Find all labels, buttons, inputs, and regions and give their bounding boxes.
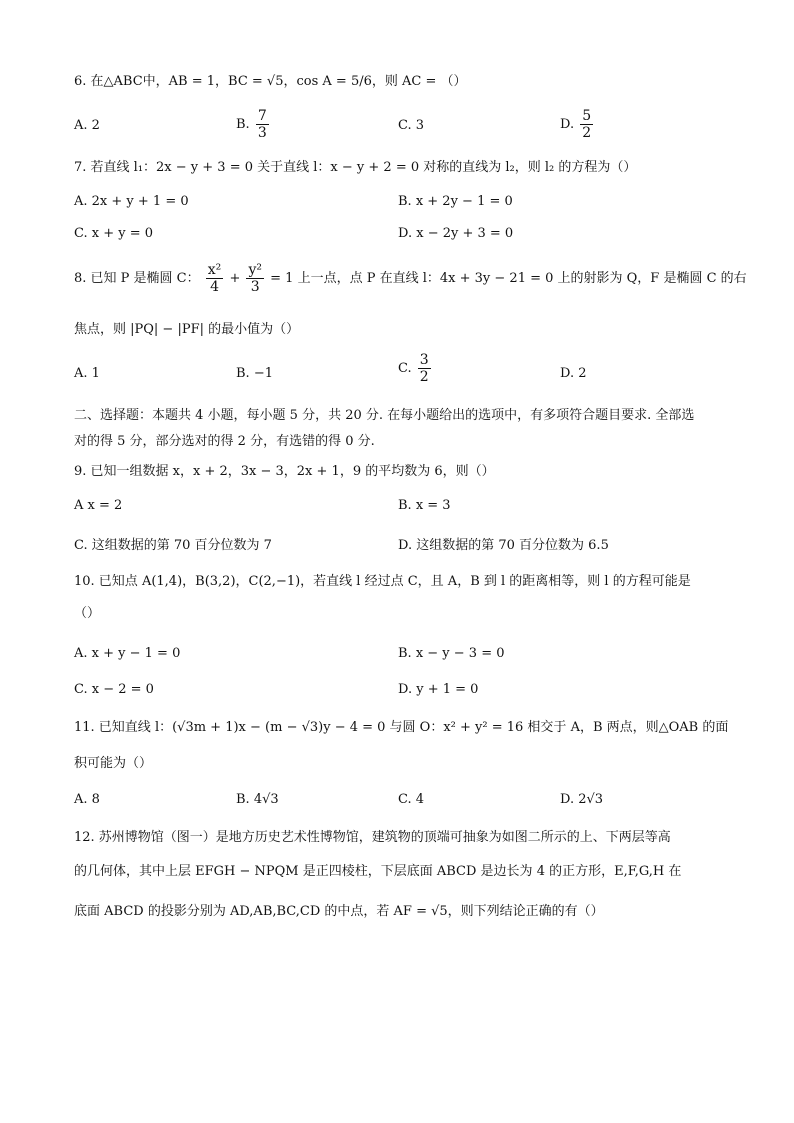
q8-option-a[interactable]: A. 1 xyxy=(74,366,100,381)
q11-option-a[interactable]: A. 8 xyxy=(74,792,100,807)
q11-stem-line1: 11. 已知直线 l：(√3m + 1)x − (m − √3)y − 4 = 0 与圆 O：x² + y² = 16 相交于 A，B 两点，则△OAB 的面 xyxy=(74,720,729,735)
q8-option-c-label: C. xyxy=(398,361,412,377)
q8-option-c-numerator: 3 xyxy=(419,352,429,368)
q6-option-a[interactable]: A. 2 xyxy=(74,118,100,133)
q8-frac2-denominator: 3 xyxy=(250,279,260,296)
q9-option-a[interactable]: A x = 2 xyxy=(74,498,123,513)
q12-stem-line1: 12. 苏州博物馆（图一）是地方历史艺术性博物馆，建筑物的顶端可抽象为如图二所示的上、下两层等高 xyxy=(74,830,671,845)
q6-stem: 6. 在△ABC中，AB = 1，BC = √5，cos A = 5/6，则 AC = （） xyxy=(74,74,467,89)
q9-stem: 9. 已知一组数据 x，x + 2，3x − 3，2x + 1，9 的平均数为 6，则（） xyxy=(74,464,495,479)
q6-option-d[interactable] xyxy=(560,108,595,141)
q6-option-b-fraction xyxy=(256,108,269,141)
q7-option-b[interactable]: B. x + 2y − 1 = 0 xyxy=(398,194,513,209)
q10-option-a[interactable]: A. x + y − 1 = 0 xyxy=(74,646,181,661)
q8-plus: + xyxy=(229,271,241,287)
q6-option-b[interactable] xyxy=(236,108,271,141)
q8-ellipse-x-fraction xyxy=(206,262,224,295)
q8-stem-line2: 焦点，则 |PQ| − |PF| 的最小值为（） xyxy=(74,322,300,337)
q7-option-c[interactable]: C. x + y = 0 xyxy=(74,226,154,241)
q8-option-c-denominator: 2 xyxy=(419,369,429,386)
q6-option-d-fraction xyxy=(580,108,593,141)
q6-option-d-numerator: 5 xyxy=(582,108,592,124)
section2-instructions-line2: 对的得 5 分，部分选对的得 2 分，有选错的得 0 分. xyxy=(74,434,375,449)
q7-option-a[interactable]: A. 2x + y + 1 = 0 xyxy=(74,194,189,209)
q9-option-c[interactable]: C. 这组数据的第 70 百分位数为 7 xyxy=(74,538,272,553)
q8-stem-part2: = 1 上一点，点 P 在直线 l：4x + 3y − 21 = 0 上的射影为 Q，F 是椭圆 C 的右 xyxy=(270,271,747,287)
q9-option-d[interactable]: D. 这组数据的第 70 百分位数为 6.5 xyxy=(398,538,609,553)
q6-option-c[interactable]: C. 3 xyxy=(398,118,425,133)
q8-stem-line1 xyxy=(74,262,747,295)
q6-option-d-denominator: 2 xyxy=(582,125,592,142)
q8-option-d[interactable]: D. 2 xyxy=(560,366,587,381)
q8-stem-part1: 8. 已知 P 是椭圆 C： xyxy=(74,271,200,287)
q12-stem-line2: 的几何体，其中上层 EFGH − NPQM 是正四棱柱，下层底面 ABCD 是边长为 4 的正方形，E,F,G,H 在 xyxy=(74,864,682,879)
q11-option-b[interactable]: B. 4√3 xyxy=(236,792,279,807)
q8-option-c-fraction xyxy=(418,352,431,385)
section2-instructions-line1: 二、选择题：本题共 4 小题，每小题 5 分，共 20 分. 在每小题给出的选项中，有多项符合题目要求. 全部选 xyxy=(74,408,695,423)
q11-option-c[interactable]: C. 4 xyxy=(398,792,425,807)
q10-option-c[interactable]: C. x − 2 = 0 xyxy=(74,682,154,697)
q7-option-d[interactable]: D. x − 2y + 3 = 0 xyxy=(398,226,514,241)
q6-option-d-label: D. xyxy=(560,117,575,133)
q8-frac1-numerator: x² xyxy=(207,262,222,278)
q6-option-b-label: B. xyxy=(236,117,250,133)
q9-option-b[interactable]: B. x = 3 xyxy=(398,498,451,513)
q10-option-b[interactable]: B. x − y − 3 = 0 xyxy=(398,646,505,661)
q12-stem-line3: 底面 ABCD 的投影分别为 AD,AB,BC,CD 的中点，若 AF = √5，则下列结论正确的有（） xyxy=(74,904,604,919)
q6-option-b-denominator: 3 xyxy=(257,125,267,142)
q11-option-d[interactable]: D. 2√3 xyxy=(560,792,604,807)
q7-stem: 7. 若直线 l₁：2x − y + 3 = 0 关于直线 l：x − y + 2 = 0 对称的直线为 l₂，则 l₂ 的方程为（） xyxy=(74,160,637,175)
q8-option-b[interactable]: B. −1 xyxy=(236,366,273,381)
q8-frac1-denominator: 4 xyxy=(210,279,219,296)
q8-option-c[interactable] xyxy=(398,352,433,385)
q11-stem-line2: 积可能为（） xyxy=(74,756,153,771)
q6-option-b-numerator: 7 xyxy=(257,108,267,124)
q10-stem-line2: （） xyxy=(74,606,101,621)
q10-option-d[interactable]: D. y + 1 = 0 xyxy=(398,682,479,697)
q10-stem-line1: 10. 已知点 A(1,4)，B(3,2)，C(2,−1)，若直线 l 经过点 C，且 A，B 到 l 的距离相等，则 l 的方程可能是 xyxy=(74,574,691,589)
q8-ellipse-y-fraction xyxy=(246,262,264,295)
q8-frac2-numerator: y² xyxy=(248,262,263,278)
